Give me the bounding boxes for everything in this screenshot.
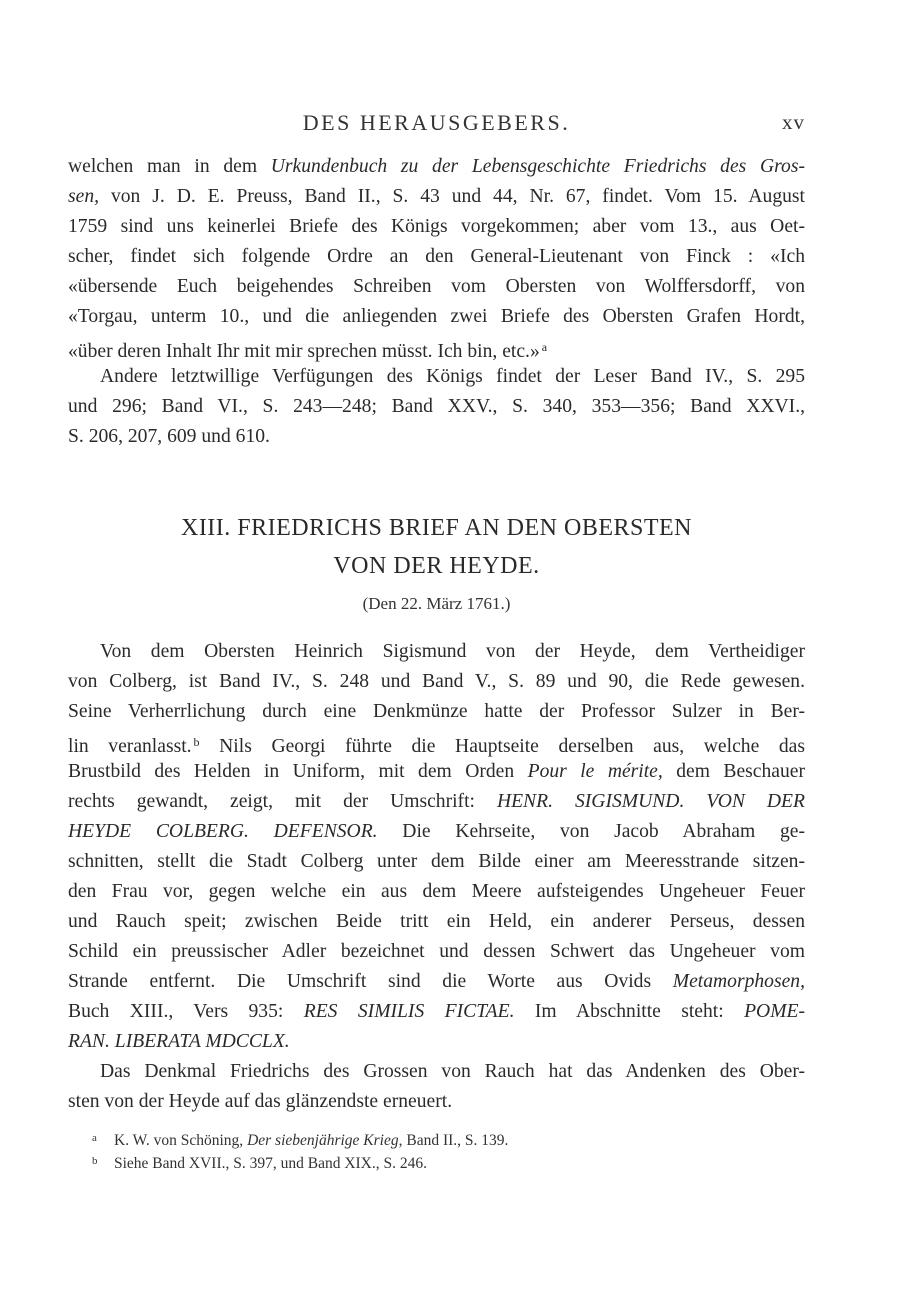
text-line: und 296; Band VI., S. 243—248; Band XXV., S. 340, 353—356; Band XXVI., [68,396,805,417]
text-run: «über deren Inhalt Ihr mit mir sprechen müsst. Ich bin, etc.» [68,341,540,362]
text-line: «Torgau, unterm 10., und die anliegenden zwei Briefe des Obersten Grafen Hordt, [68,306,805,327]
text-run: von J. D. E. Preuss, Band II., S. 43 und 44, Nr. 67, findet. Vom 15. August [99,186,805,207]
footnote-b [92,1150,508,1173]
intro-paragraphs [68,152,805,452]
text-line [68,997,805,1027]
text-line [68,152,805,182]
text-line: 1759 sind uns keinerlei Briefe des Königs vorgekommen; aber vom 13., aus Oet- [68,216,805,237]
running-head [68,110,805,140]
book-title: Metamorphosen, [672,971,805,992]
book-title: Urkundenbuch zu der Lebensgeschichte Friedrichs des Gros- [270,156,805,177]
text-line: Schild ein preussischer Adler bezeichnet und dessen Schwert das Ungeheuer vom [68,941,805,962]
text-line: den Frau vor, gegen welche ein aus dem Meere aufsteigendes Ungeheuer Feuer [68,881,805,902]
text-run: , Band II., S. 139. [398,1132,509,1149]
text-line: und Rauch speit; zwischen Beide tritt ein Held, ein anderer Perseus, dessen [68,911,805,932]
text-line [68,182,805,212]
footnotes [92,1127,508,1173]
text-run: Die Kehrseite, von Jacob Abraham ge- [377,821,805,842]
text-run: Siehe Band XVII., S. 397, und Band XIX., S. 246. [114,1155,427,1172]
book-title: Der siebenjährige Krieg [247,1132,399,1149]
text-run: K. W. von Schöning, [114,1132,248,1149]
footnote-ref: b [193,735,200,749]
text-line: Von dem Obersten Heinrich Sigismund von der Heyde, dem Vertheidiger [100,641,805,662]
text-run: Nils Georgi führte die Hauptseite derselben aus, welche das [199,736,805,757]
text-run: dem Beschauer [662,761,805,782]
text-line: sten von der Heyde auf das glänzendste erneuert. [68,1091,453,1112]
text-run: Im Abschnitte steht: [514,1001,745,1022]
text-line: von Colberg, ist Band IV., S. 248 und Band V., S. 89 und 90, die Rede gewesen. [68,671,805,692]
text-run: rechts gewandt, zeigt, mit der Umschrift: [68,791,497,812]
text-run: lin veranlasst. [68,736,192,757]
text-line: schnitten, stellt die Stadt Colberg unter dem Bilde einer am Meeresstrande sitzen- [68,851,805,872]
main-paragraphs [68,637,805,1117]
text-line: scher, findet sich folgende Ordre an den General-Lieutenant von Finck : «Ich [68,246,805,267]
text-line [68,332,805,362]
text-line [68,817,805,847]
text-line [68,757,805,787]
text-line: Seine Verherrlichung durch eine Denkmünze hatte der Professor Sulzer in Ber- [68,701,805,722]
text-run: welchen man in dem [68,156,271,177]
text-run: Buch XIII., Vers 935: [68,1001,304,1022]
page-number: xv [782,110,805,134]
order-name: Pour le mérite, [527,761,663,782]
inscription: HENR. SIGISMUND. VON DER [496,791,805,812]
text-line: «übersende Euch beigehendes Schreiben vom Obersten von Wolffersdorff, von [68,276,805,297]
inscription: HEYDE COLBERG. DEFENSOR. [68,821,378,842]
text-run: Brustbild des Helden in Uniform, mit dem Orden [68,761,528,782]
text-line: Das Denkmal Friedrichs des Grossen von Rauch hat das Andenken des Ober- [100,1061,805,1082]
text-line [68,727,805,757]
section-date: (Den 22. März 1761.) [362,594,511,613]
inscription: RES SIMILIS FICTAE. [303,1001,515,1022]
text-line: Andere letztwillige Verfügungen des Königs findet der Leser Band IV., S. 295 [100,366,805,387]
footnote-ref: a [541,340,548,354]
text-line [68,787,805,817]
text-line: S. 206, 207, 609 und 610. [68,426,270,447]
text-run: Strande entfernt. Die Umschrift sind die Worte aus Ovids [68,971,673,992]
footnote-a [92,1127,508,1150]
section-heading-line: XIII. FRIEDRICHS BRIEF AN DEN OBERSTEN [180,515,693,541]
text-line: RAN. LIBERATA MDCCLX. [68,1031,290,1052]
text-line [68,967,805,997]
book-title: sen, [68,186,100,207]
section-heading-line: VON DER HEYDE. [333,553,540,579]
footnote-mark: b [92,1155,98,1167]
footnote-mark: a [92,1132,97,1144]
section-heading [68,509,805,585]
inscription: POME- [744,1001,806,1022]
running-title: DES HERAUSGEBERS. [302,110,571,135]
